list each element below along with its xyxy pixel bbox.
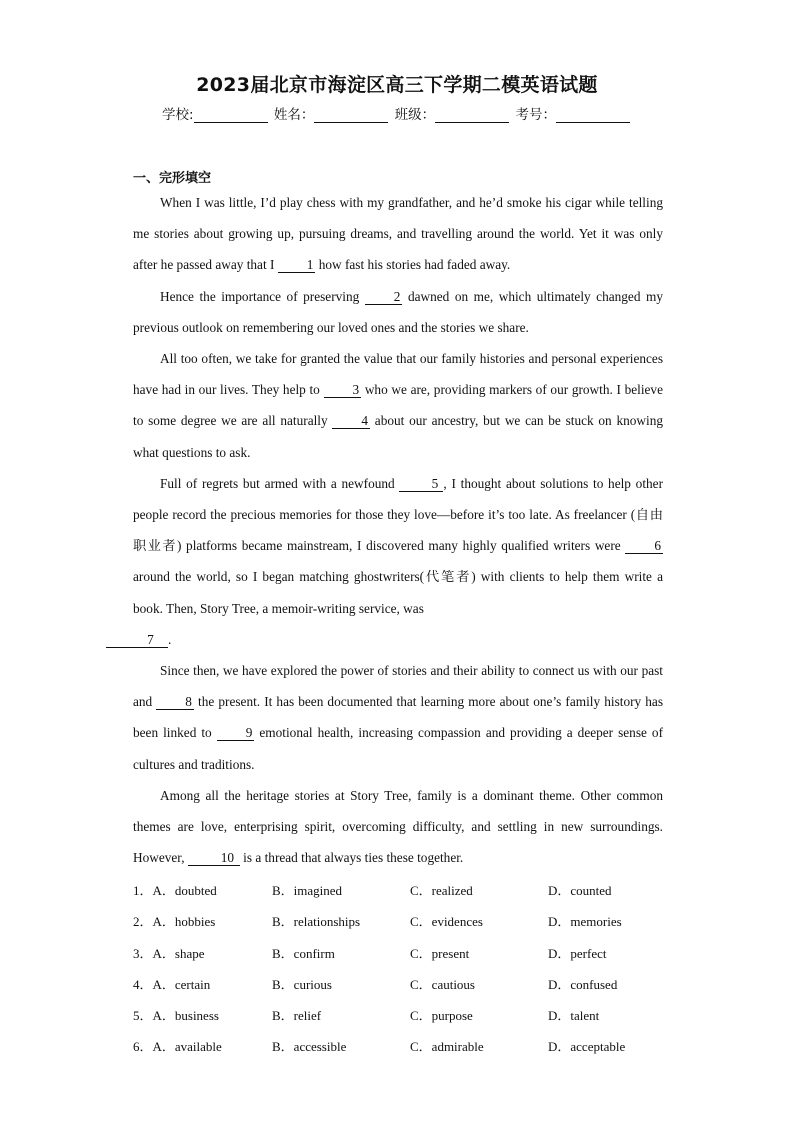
option-b[interactable]: B．curious bbox=[272, 976, 332, 992]
id-blank[interactable] bbox=[556, 109, 630, 123]
option-c[interactable]: C．cautious bbox=[410, 976, 475, 992]
option-b[interactable]: B．accessible bbox=[272, 1039, 347, 1055]
passage-text: , I thought about solutions to help other people record the precious memories for those they love—before it’s too late. As freelancer (自由职业者) platforms became mainstream, I discovered many highly qualified writers were bbox=[133, 475, 663, 554]
option-d[interactable]: D．acceptable bbox=[548, 1039, 626, 1055]
passage-text: about our ancestry, but we can be stuck on knowing what questions to ask. bbox=[133, 413, 663, 460]
passage-text: dawned on me, which ultimately changed my previous outlook on remembering our loved ones and the stories we share. bbox=[133, 288, 663, 335]
question-row bbox=[133, 905, 693, 936]
option-c[interactable]: C．purpose bbox=[410, 1008, 473, 1024]
passage-text: who we are, providing markers of our growth. I believe to some degree we are all naturally bbox=[133, 382, 663, 429]
option-c[interactable]: C．present bbox=[410, 945, 470, 961]
passage-text: All too often, we take for granted the value that our family histories and personal experiences have had in our lives. They help to bbox=[133, 351, 663, 398]
question-row bbox=[133, 968, 693, 999]
option-b[interactable]: B．relationships bbox=[272, 914, 361, 930]
paragraph-4 bbox=[133, 468, 663, 655]
question-row bbox=[133, 1030, 693, 1061]
option-d[interactable]: D．memories bbox=[548, 914, 622, 930]
passage-text: is a thread that always ties these together. bbox=[239, 850, 464, 866]
option-a[interactable]: 2．A．hobbies bbox=[133, 914, 216, 930]
option-b[interactable]: B．imagined bbox=[272, 883, 343, 898]
option-a[interactable]: 1．A．doubted bbox=[133, 883, 217, 898]
option-d[interactable]: D．talent bbox=[548, 1008, 600, 1024]
blank-9: 9 bbox=[217, 725, 255, 741]
blank-2: 2 bbox=[365, 289, 403, 305]
blank-4: 4 bbox=[332, 413, 370, 429]
option-c[interactable]: C．realized bbox=[410, 883, 473, 898]
name-blank[interactable] bbox=[314, 109, 388, 123]
section-title: 一、完形填空 bbox=[133, 171, 212, 186]
option-a[interactable]: 4．A．certain bbox=[133, 976, 211, 992]
school-label: 学校: bbox=[162, 107, 194, 123]
question-row bbox=[133, 937, 693, 968]
option-c[interactable]: C．evidences bbox=[410, 914, 483, 930]
blank-5: 5 bbox=[399, 476, 443, 492]
blank-6: 6 bbox=[625, 538, 663, 554]
option-a[interactable]: 6．A．available bbox=[133, 1039, 222, 1055]
class-blank[interactable] bbox=[435, 109, 509, 123]
option-d[interactable]: D．perfect bbox=[548, 945, 607, 961]
blank-8: 8 bbox=[156, 694, 194, 710]
question-row bbox=[133, 999, 693, 1030]
paragraph-2 bbox=[133, 281, 663, 343]
school-blank[interactable] bbox=[194, 109, 268, 123]
option-b[interactable]: B．confirm bbox=[272, 945, 335, 961]
passage-text: emotional health, increasing compassion and providing a deeper sense of cultures and traditions. bbox=[133, 725, 663, 772]
blank-10: 10 bbox=[188, 850, 240, 866]
question-options bbox=[133, 874, 693, 1062]
paragraph-5 bbox=[133, 655, 663, 780]
passage-text: around the world, so I began matching ghostwriters(代笔者) with clients to help them write a book. Then, Story Tree, a memoir-writing service, was bbox=[133, 569, 663, 616]
id-label: 考号： bbox=[515, 107, 556, 123]
page-title: 2023届北京市海淀区高三下学期二模英语试题 bbox=[196, 74, 598, 96]
passage-text: Among all the heritage stories at Story Tree, family is a dominant theme. Other common themes are love, enterprising spirit, overcoming difficulty, and settling in new surroundings. However, bbox=[133, 787, 663, 866]
option-a[interactable]: 5．A．business bbox=[133, 1008, 219, 1024]
blank-1: 1 bbox=[278, 257, 316, 273]
paragraph-6 bbox=[133, 780, 663, 874]
blank-3: 3 bbox=[324, 382, 362, 398]
paragraph-1 bbox=[133, 187, 663, 281]
paragraph-3 bbox=[133, 343, 663, 468]
passage bbox=[133, 187, 663, 873]
question-row bbox=[133, 874, 693, 905]
passage-text: how fast his stories had faded away. bbox=[315, 257, 511, 273]
blank-7: 7 bbox=[106, 632, 168, 648]
option-b[interactable]: B．relief bbox=[272, 1008, 322, 1024]
passage-text: Since then, we have explored the power of stories and their ability to connect us with our past and bbox=[133, 663, 663, 710]
option-c[interactable]: C．admirable bbox=[410, 1039, 484, 1055]
class-label: 班级： bbox=[394, 107, 436, 123]
passage-text: . bbox=[168, 631, 172, 647]
option-d[interactable]: D．counted bbox=[548, 883, 612, 898]
option-a[interactable]: 3．A．shape bbox=[133, 945, 205, 961]
passage-text: the present. It has been documented that learning more about one’s family history has been linked to bbox=[133, 694, 663, 741]
option-d[interactable]: D．confused bbox=[548, 976, 618, 992]
passage-text: Hence the importance of preserving bbox=[160, 288, 365, 304]
passage-text: Full of regrets but armed with a newfound bbox=[160, 475, 400, 491]
passage-text: When I was little, I’d play chess with my grandfather, and he’d smoke his cigar while telling me stories about growing up, pursuing dreams, and travelling around the world. Yet it was only after he passed away that I bbox=[133, 195, 663, 273]
student-info-line bbox=[0, 103, 794, 123]
name-label: 姓名： bbox=[273, 107, 315, 123]
